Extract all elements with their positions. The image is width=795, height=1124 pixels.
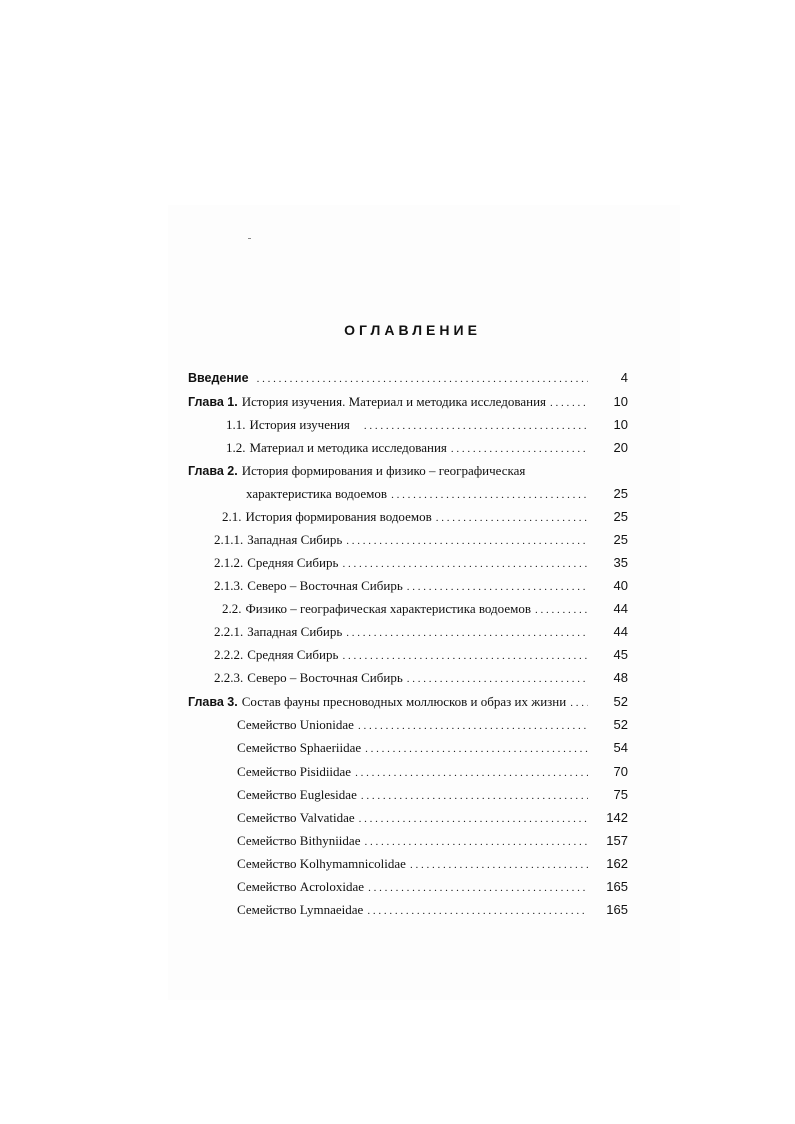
toc-page-number: 35 xyxy=(613,555,628,570)
toc-entry-text: История формирования и физико – географическая xyxy=(241,463,526,478)
toc-entry-text: История формирования водоемов xyxy=(245,509,432,524)
toc-entry-family-unionidae[interactable] xyxy=(237,715,628,735)
toc-entry-family-euglesidae[interactable] xyxy=(237,785,628,805)
toc-entry-text: Семейство Pisidiidae xyxy=(237,764,352,779)
leader-dots xyxy=(355,763,588,783)
leader-dots xyxy=(550,393,588,413)
toc-entry-2-1-1[interactable] xyxy=(214,530,628,550)
toc-entry-text: Северо – Восточная Сибирь xyxy=(247,670,403,685)
toc-entry-number: 1.1. xyxy=(226,417,246,432)
toc-entry-number: 1.2. xyxy=(226,440,246,455)
leader-dots xyxy=(361,786,588,806)
toc-entry-1-1[interactable] xyxy=(226,415,628,435)
leader-dots xyxy=(368,878,588,898)
toc-entry-prefix: Введение xyxy=(188,371,249,385)
toc-entry-text: Средняя Сибирь xyxy=(247,647,339,662)
leader-dots xyxy=(407,577,588,597)
leader-dots xyxy=(342,646,588,666)
toc-entry-number: 2.1.2. xyxy=(214,555,244,570)
toc-page-number: 75 xyxy=(613,787,628,802)
toc-entry-text: Семейство Sphaeriidae xyxy=(237,740,362,755)
toc-page-number: 44 xyxy=(613,624,628,639)
toc-entry-chapter-2-continued[interactable] xyxy=(246,484,628,504)
leader-dots xyxy=(535,600,588,620)
toc-entry-family-lymnaeidae[interactable] xyxy=(237,900,628,920)
toc-entry-text: Материал и методика исследования xyxy=(249,440,447,455)
leader-dots xyxy=(410,855,588,875)
toc-entry-prefix: Глава 2. xyxy=(188,464,238,478)
toc-entry-family-bithyniidae[interactable] xyxy=(237,831,628,851)
toc-page-number: 165 xyxy=(606,902,628,917)
toc-entry-2-2-2[interactable] xyxy=(214,645,628,665)
toc-page-number: 25 xyxy=(613,486,628,501)
toc-entry-family-acroloxidae[interactable] xyxy=(237,877,628,897)
toc-entry-number: 2.1.1. xyxy=(214,532,244,547)
toc-entry-text: характеристика водоемов xyxy=(246,486,388,501)
toc-page-number: 54 xyxy=(613,740,628,755)
toc-entry-text: Состав фауны пресноводных моллюсков и образ их жизни xyxy=(241,694,567,709)
page-title: ОГЛАВЛЕНИЕ xyxy=(344,322,481,338)
toc-entry-number: 2.1.3. xyxy=(214,578,244,593)
toc-page-number: 48 xyxy=(613,670,628,685)
toc-page-number: 25 xyxy=(613,509,628,524)
toc-page-number: 45 xyxy=(613,647,628,662)
toc-page-number: 142 xyxy=(606,810,628,825)
toc-entry-number: 2.2.3. xyxy=(214,670,244,685)
toc-entry-family-valvatidae[interactable] xyxy=(237,808,628,828)
toc-entry-text: Семейство Bithyniidae xyxy=(237,833,361,848)
toc-entry-chapter-3[interactable] xyxy=(188,692,628,712)
leader-dots xyxy=(436,508,588,528)
toc-entry-text: Семейство Valvatidae xyxy=(237,810,355,825)
toc-page-number: 44 xyxy=(613,601,628,616)
toc-entry-family-kolhymamnicolidae[interactable] xyxy=(237,854,628,874)
toc-entry-text: Семейство Euglesidae xyxy=(237,787,357,802)
toc-page-number: 40 xyxy=(613,578,628,593)
leader-dots xyxy=(364,832,588,852)
toc-entry-text: История изучения xyxy=(249,417,350,432)
toc-entry-text: Семейство Unionidae xyxy=(237,717,354,732)
toc-entry-number: 2.2. xyxy=(222,601,242,616)
toc-entry-number: 2.1. xyxy=(222,509,242,524)
leader-dots xyxy=(407,669,588,689)
toc-entry-number: 2.2.2. xyxy=(214,647,244,662)
leader-dots xyxy=(358,716,588,736)
toc-entry-text: Средняя Сибирь xyxy=(247,555,339,570)
toc-entry-text: Семейство Kolhymamnicolidae xyxy=(237,856,406,871)
toc-entry-2-2-1[interactable] xyxy=(214,622,628,642)
leader-dots xyxy=(346,623,588,643)
leader-dots xyxy=(391,485,588,505)
toc-page-number: 52 xyxy=(613,717,628,732)
toc-entry-2-2-3[interactable] xyxy=(214,668,628,688)
toc-page-number: 162 xyxy=(606,856,628,871)
toc-entry-text: Семейство Lymnaeidae xyxy=(237,902,364,917)
toc-entry-text: История изучения. Материал и методика исследования xyxy=(241,394,547,409)
toc-entry-introduction[interactable] xyxy=(188,368,628,388)
toc-entry-text: Западная Сибирь xyxy=(247,624,343,639)
toc-entry-text: Физико – географическая характеристика водоемов xyxy=(245,601,531,616)
toc-entry-text: Северо – Восточная Сибирь xyxy=(247,578,403,593)
toc-entry-family-pisidiidae[interactable] xyxy=(237,762,628,782)
toc-page-number: 52 xyxy=(613,694,628,709)
toc-entry-2-1-3[interactable] xyxy=(214,576,628,596)
toc-entry-prefix: Глава 3. xyxy=(188,695,238,709)
toc-page-number: 20 xyxy=(613,440,628,455)
leader-dots xyxy=(364,416,588,436)
toc-page-number: 25 xyxy=(613,532,628,547)
toc-entry-2-1[interactable] xyxy=(222,507,628,527)
toc-entry-prefix: Глава 1. xyxy=(188,395,238,409)
toc-entry-text: Семейство Acroloxidae xyxy=(237,879,365,894)
toc-page-number: 165 xyxy=(606,879,628,894)
toc-entry-family-sphaeriidae[interactable] xyxy=(237,738,628,758)
toc-entry-text: Западная Сибирь xyxy=(247,532,343,547)
leader-dots xyxy=(342,554,588,574)
toc-page-number: 10 xyxy=(613,394,628,409)
toc-page-number: 157 xyxy=(606,833,628,848)
toc-page-number: 70 xyxy=(613,764,628,779)
leader-dots xyxy=(359,809,588,829)
leader-dots xyxy=(451,439,588,459)
leader-dots xyxy=(365,739,588,759)
toc-entry-chapter-1[interactable] xyxy=(188,392,628,412)
leader-dots xyxy=(570,693,588,713)
leader-dots xyxy=(367,901,588,921)
toc-entry-2-2[interactable] xyxy=(222,599,628,619)
toc-entry-2-1-2[interactable] xyxy=(214,553,628,573)
toc-page-number: 10 xyxy=(613,417,628,432)
leader-dots xyxy=(257,369,588,389)
leader-dots xyxy=(346,531,588,551)
toc-entry-1-2[interactable] xyxy=(226,438,628,458)
toc-page-number: 4 xyxy=(620,370,628,385)
toc-entry-number: 2.2.1. xyxy=(214,624,244,639)
toc-entry-chapter-2[interactable] xyxy=(188,461,628,481)
